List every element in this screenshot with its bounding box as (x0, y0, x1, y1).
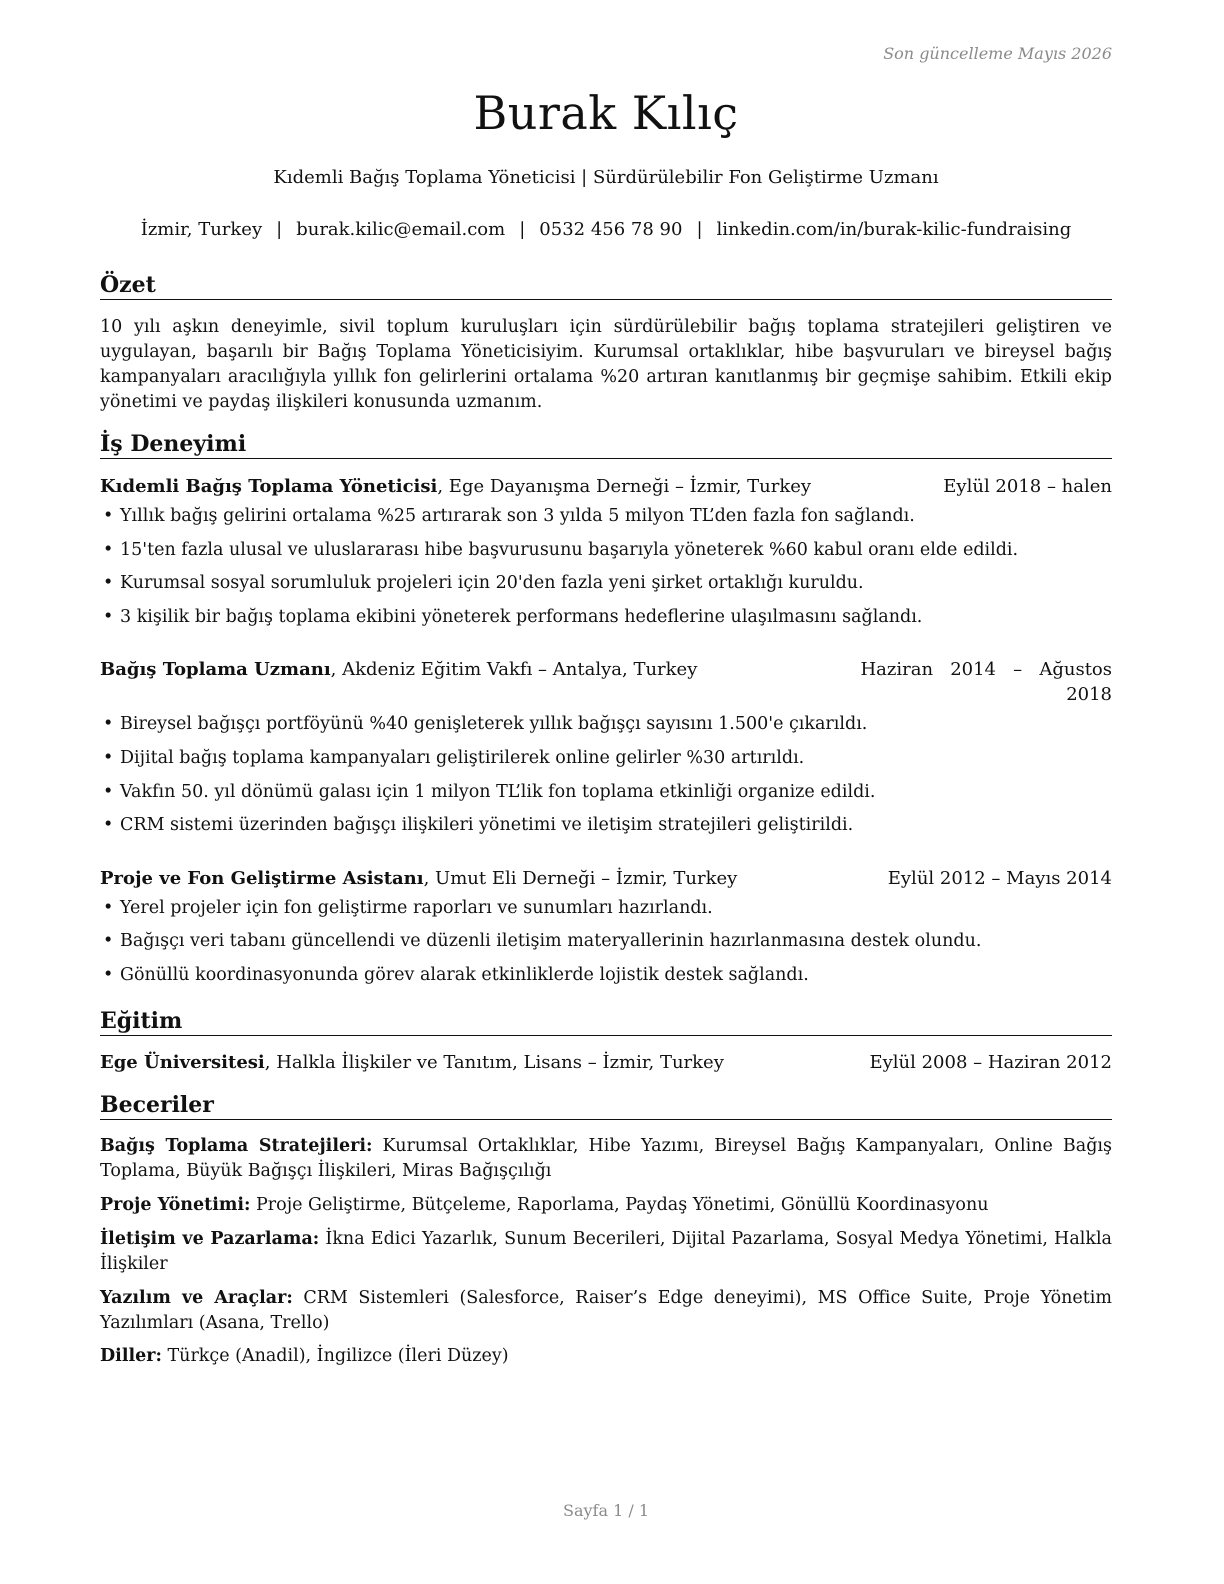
job-dates (860, 657, 1112, 707)
section-title-education: Eğitim (100, 1007, 1112, 1036)
bullet-icon: • (103, 898, 114, 918)
skill-label: Diller: (100, 1346, 162, 1366)
bullet-icon: • (103, 540, 114, 560)
bullet-icon: • (103, 748, 114, 768)
skill-item (100, 1193, 1112, 1218)
education-details: , Halkla İlişkiler ve Tanıtım, Lisans – İzmir, Turkey (264, 1052, 724, 1073)
job-dates: Eylül 2018 – halen (943, 476, 1112, 497)
bullet-icon: • (103, 607, 114, 627)
job-org: , Ege Dayanışma Derneği – İzmir, Turkey (437, 476, 812, 497)
contact-phone[interactable]: 0532 456 78 90 (539, 219, 683, 240)
bullet-text: 3 kişilik bir bağış toplama ekibini yöneterek performans hedeflerine ulaşılmasını sağlandı. (120, 607, 923, 627)
skill-item (100, 1134, 1112, 1184)
skill-item (100, 1227, 1112, 1277)
skill-text: Proje Geliştirme, Bütçeleme, Raporlama, Paydaş Yönetimi, Gönüllü Koordinasyonu (250, 1195, 989, 1215)
job-bullet (100, 712, 1112, 737)
job-bullet (100, 896, 1112, 921)
skill-label: Bağış Toplama Stratejileri: (100, 1136, 373, 1156)
contact-line (100, 219, 1112, 240)
resume-page (100, 0, 1112, 1584)
bullet-icon: • (103, 815, 114, 835)
job-org: , Umut Eli Derneği – İzmir, Turkey (423, 868, 738, 889)
job-dates-line: Haziran 2014 – Ağustos (860, 659, 1112, 680)
job-bullet (100, 746, 1112, 771)
bullet-text: Yıllık bağış gelirini ortalama %25 artırarak son 3 yılda 5 milyon TL’den fazla fon sağlandı. (120, 506, 915, 526)
job-bullet (100, 605, 1112, 630)
bullet-text: Gönüllü koordinasyonunda görev alarak etkinliklerde lojistik destek sağlandı. (120, 965, 809, 985)
contact-linkedin[interactable]: linkedin.com/in/burak-kilic-fundraising (716, 219, 1072, 240)
contact-location: İzmir, Turkey (140, 219, 263, 240)
bullet-icon: • (103, 931, 114, 951)
skill-item (100, 1344, 1112, 1369)
contact-separator: | (276, 219, 283, 240)
section-title-summary: Özet (100, 271, 1112, 300)
skill-label: Yazılım ve Araçlar: (100, 1288, 293, 1308)
job-org: , Akdeniz Eğitim Vakfı – Antalya, Turkey (330, 659, 698, 680)
skill-text: CRM Sistemleri (Salesforce, Raiser’s Edge deneyimi), MS Office Suite, Proje Yönetim Yazılımları (Asana, Trello) (100, 1288, 1112, 1333)
last-updated-note: Son güncelleme Mayıs 2026 (883, 44, 1112, 63)
candidate-headline: Kıdemli Bağış Toplama Yöneticisi | Sürdürülebilir Fon Geliştirme Uzmanı (273, 167, 939, 188)
job-bullet (100, 538, 1112, 563)
job-dates: Eylül 2012 – Mayıs 2014 (887, 868, 1112, 889)
skill-label: İletişim ve Pazarlama: (100, 1229, 320, 1249)
skill-item (100, 1286, 1112, 1336)
job-role: Kıdemli Bağış Toplama Yöneticisi (100, 476, 438, 497)
bullet-icon: • (103, 714, 114, 734)
job-bullet (100, 929, 1112, 954)
bullet-text: Bağışçı veri tabanı güncellendi ve düzenli iletişim materyallerinin hazırlanmasına destek olundu. (120, 931, 982, 951)
job-bullet (100, 813, 1112, 838)
job-bullet (100, 571, 1112, 596)
bullet-icon: • (103, 782, 114, 802)
section-title-skills: Beceriler (100, 1091, 1112, 1120)
section-title-experience: İş Deneyimi (100, 430, 1112, 459)
bullet-icon: • (103, 573, 114, 593)
summary-text: 10 yılı aşkın deneyimle, sivil toplum kuruluşları için sürdürülebilir bağış toplama stratejileri geliştiren ve uygulayan, başarılı bir Bağış Toplama Yöneticisiyim. Kurumsal ortaklıklar, hibe başvuruları ve bireysel bağış kampanyaları aracılığıyla yıllık fon gelirlerini ortalama %20 artıran kanıtlanmış bir geçmişe sahibim. Etkili ekip yönetimi ve paydaş ilişkileri konusunda uzmanım. (100, 317, 1112, 412)
job-bullet (100, 963, 1112, 988)
skill-text: Kurumsal Ortaklıklar, Hibe Yazımı, Bireysel Bağış Kampanyaları, Online Bağış Toplama, Büyük Bağışçı İlişkileri, Miras Bağışçılığı (100, 1136, 1113, 1181)
job-dates-line: 2018 (1066, 684, 1112, 705)
candidate-name: Burak Kılıç (473, 86, 739, 140)
job-bullet (100, 780, 1112, 805)
bullet-icon: • (103, 965, 114, 985)
job-bullet (100, 504, 1112, 529)
page-number: Sayfa 1 / 1 (562, 1501, 649, 1520)
bullet-text: Kurumsal sosyal sorumluluk projeleri için 20'den fazla yeni şirket ortaklığı kuruldu. (120, 573, 864, 593)
bullet-text: Bireysel bağışçı portföyünü %40 genişleterek yıllık bağışçı sayısını 1.500'e çıkarıldı. (120, 714, 868, 734)
job-role: Proje ve Fon Geliştirme Asistanı (100, 868, 424, 889)
bullet-text: 15'ten fazla ulusal ve uluslararası hibe başvurusunu başarıyla yöneterek %60 kabul oranı elde edildi. (120, 540, 1019, 560)
education-dates: Eylül 2008 – Haziran 2012 (869, 1052, 1112, 1073)
contact-separator: | (696, 219, 703, 240)
contact-separator: | (519, 219, 526, 240)
contact-email[interactable]: burak.kilic@email.com (296, 219, 506, 240)
skill-label: Proje Yönetimi: (100, 1195, 251, 1215)
bullet-text: Yerel projeler için fon geliştirme raporları ve sunumları hazırlandı. (120, 898, 713, 918)
education-school: Ege Üniversitesi (100, 1052, 265, 1073)
skill-text: İkna Edici Yazarlık, Sunum Becerileri, Dijital Pazarlama, Sosyal Medya Yönetimi, Halkla İlişkiler (100, 1229, 1112, 1274)
bullet-text: Dijital bağış toplama kampanyaları geliştirilerek online gelirler %30 artırıldı. (120, 748, 805, 768)
bullet-icon: • (103, 506, 114, 526)
bullet-text: CRM sistemi üzerinden bağışçı ilişkileri yönetimi ve iletişim stratejileri geliştirildi. (120, 815, 854, 835)
job-role: Bağış Toplama Uzmanı (100, 659, 331, 680)
skill-text: Türkçe (Anadil), İngilizce (İleri Düzey) (161, 1346, 509, 1366)
bullet-text: Vakfın 50. yıl dönümü galası için 1 milyon TL’lik fon toplama etkinliği organize edildi. (120, 782, 876, 802)
